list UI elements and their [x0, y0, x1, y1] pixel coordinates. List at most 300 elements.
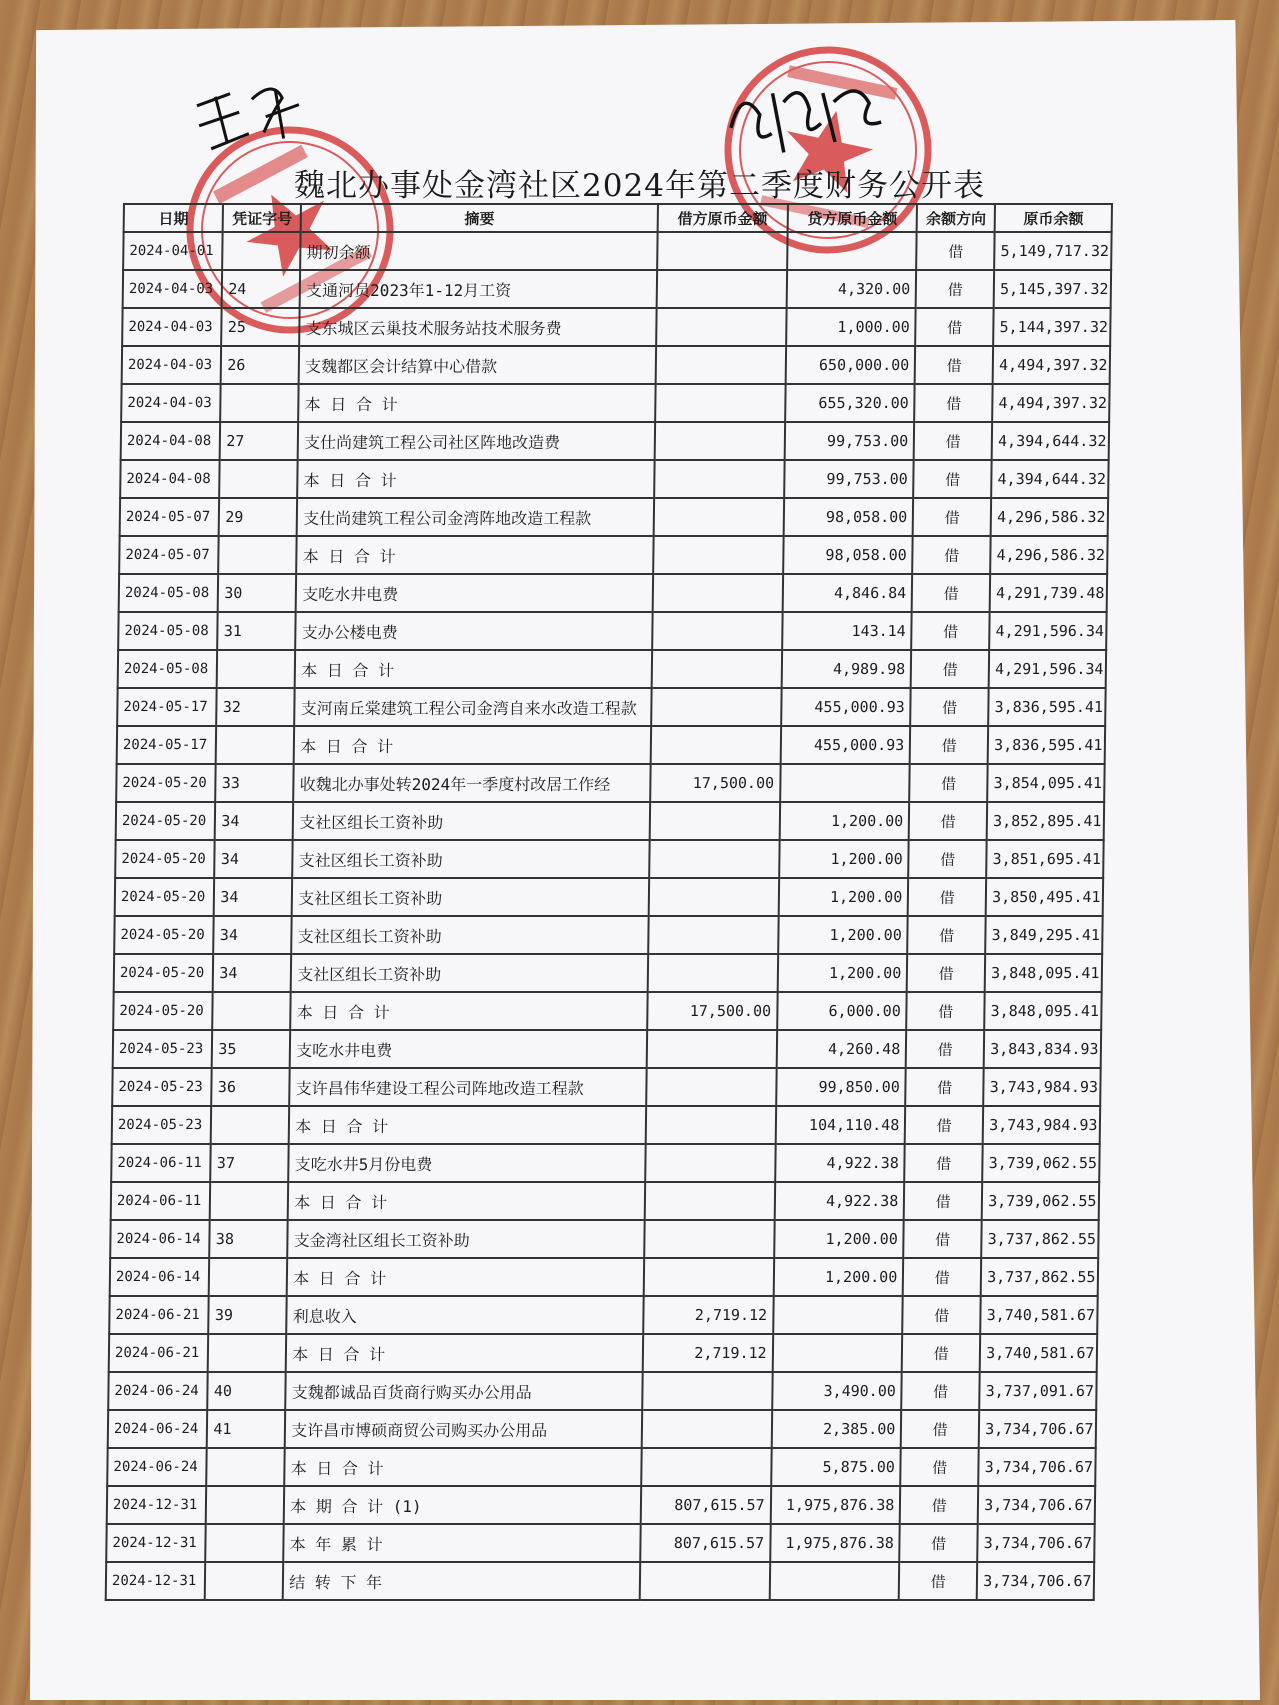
cell-debit [651, 726, 781, 764]
cell-credit: 4,989.98 [781, 650, 911, 688]
cell-voucher: 31 [218, 612, 296, 650]
cell-direction: 借 [903, 1296, 981, 1334]
cell-date: 2024-04-08 [120, 460, 220, 498]
table-row [111, 1182, 1099, 1220]
cell-summary: 支仕尚建筑工程公司金湾阵地改造工程款 [297, 498, 654, 536]
cell-voucher [211, 1106, 289, 1144]
table-row [110, 1220, 1098, 1258]
table-row [123, 270, 1111, 308]
cell-direction: 借 [914, 422, 992, 460]
header-voucher: 凭证字号 [223, 204, 301, 232]
cell-credit: 1,200.00 [779, 802, 909, 840]
table-row [106, 1562, 1094, 1600]
cell-balance: 3,836,595.41 [988, 726, 1105, 764]
cell-balance: 4,291,739.48 [990, 574, 1107, 612]
table-row [106, 1524, 1094, 1562]
header-date: 日期 [124, 204, 224, 232]
table-row [114, 954, 1102, 992]
cell-voucher [216, 726, 294, 764]
cell-credit: 650,000.00 [785, 346, 915, 384]
cell-debit [648, 916, 778, 954]
ledger-table-container [105, 203, 1113, 1592]
cell-credit: 99,753.00 [784, 422, 914, 460]
cell-balance: 3,836,595.41 [988, 688, 1105, 726]
cell-voucher [217, 650, 295, 688]
cell-summary: 支社区组长工资补助 [291, 916, 648, 954]
cell-voucher: 38 [210, 1220, 288, 1258]
table-row [108, 1410, 1096, 1448]
cell-balance: 5,149,717.32 [994, 232, 1111, 270]
cell-voucher: 39 [209, 1296, 287, 1334]
cell-date: 2024-06-21 [109, 1296, 209, 1334]
cell-debit [653, 574, 783, 612]
cell-direction: 借 [901, 1448, 979, 1486]
cell-voucher: 35 [212, 1030, 290, 1068]
cell-direction: 借 [906, 1030, 984, 1068]
cell-voucher [220, 460, 298, 498]
cell-date: 2024-05-08 [119, 574, 219, 612]
cell-debit [645, 1144, 775, 1182]
cell-date: 2024-04-08 [121, 422, 221, 460]
cell-direction: 借 [910, 764, 988, 802]
cell-credit: 99,850.00 [776, 1068, 906, 1106]
cell-summary: 期初余额 [300, 232, 657, 270]
cell-balance: 4,394,644.32 [991, 460, 1108, 498]
cell-date: 2024-05-20 [115, 840, 215, 878]
cell-debit [646, 1068, 776, 1106]
cell-balance: 3,850,495.41 [986, 878, 1103, 916]
cell-date: 2024-04-03 [122, 346, 222, 384]
cell-debit [654, 498, 784, 536]
cell-summary: 支东城区云巢技术服务站技术服务费 [299, 308, 656, 346]
table-row [111, 1144, 1099, 1182]
cell-summary: 支金湾社区组长工资补助 [287, 1220, 644, 1258]
handwritten-signature-right [716, 61, 894, 168]
table-row [110, 1258, 1098, 1296]
cell-credit: 1,975,876.38 [770, 1486, 900, 1524]
cell-debit: 2,719.12 [643, 1334, 773, 1372]
cell-direction: 借 [902, 1372, 980, 1410]
table-row [116, 802, 1104, 840]
cell-date: 2024-12-31 [106, 1562, 206, 1600]
ledger-body [106, 232, 1112, 1600]
cell-date: 2024-05-23 [113, 1030, 213, 1068]
table-row [108, 1372, 1096, 1410]
cell-credit: 98,058.00 [783, 536, 913, 574]
cell-direction: 借 [914, 460, 992, 498]
table-row [109, 1334, 1097, 1372]
cell-summary: 支魏都诚品百货商行购买办公用品 [285, 1372, 642, 1410]
cell-date: 2024-06-24 [107, 1448, 207, 1486]
cell-summary: 支仕尚建筑工程公司社区阵地改造费 [298, 422, 655, 460]
header-balance: 原币余额 [995, 204, 1112, 232]
cell-summary: 支社区组长工资补助 [292, 878, 649, 916]
cell-balance: 3,739,062.55 [982, 1144, 1099, 1182]
cell-balance: 3,734,706.67 [979, 1410, 1096, 1448]
cell-date: 2024-04-03 [122, 308, 222, 346]
cell-direction: 借 [912, 574, 990, 612]
cell-debit: 17,500.00 [650, 764, 780, 802]
cell-balance: 3,854,095.41 [987, 764, 1104, 802]
cell-summary: 支吃水井电费 [290, 1030, 647, 1068]
cell-credit: 1,200.00 [774, 1220, 904, 1258]
cell-summary: 支河南丘棠建筑工程公司金湾自来水改造工程款 [294, 688, 651, 726]
cell-credit: 1,975,876.38 [770, 1524, 900, 1562]
table-row [120, 460, 1108, 498]
cell-credit [787, 232, 917, 270]
table-row [113, 1030, 1101, 1068]
cell-balance: 3,849,295.41 [985, 916, 1102, 954]
cell-credit: 455,000.93 [781, 688, 911, 726]
cell-balance: 3,851,695.41 [986, 840, 1103, 878]
table-row [117, 726, 1105, 764]
cell-voucher: 34 [213, 954, 291, 992]
cell-date: 2024-06-24 [108, 1372, 208, 1410]
cell-balance: 3,737,091.67 [979, 1372, 1096, 1410]
cell-voucher [210, 1182, 288, 1220]
cell-debit [655, 384, 785, 422]
cell-date: 2024-12-31 [107, 1486, 207, 1524]
header-credit: 贷方原币金额 [787, 204, 917, 232]
cell-direction: 借 [904, 1220, 982, 1258]
cell-date: 2024-05-17 [117, 726, 217, 764]
cell-voucher [219, 536, 297, 574]
table-row [117, 688, 1105, 726]
table-header-row [124, 204, 1112, 232]
cell-balance: 3,737,862.55 [981, 1258, 1098, 1296]
cell-balance: 3,740,581.67 [980, 1296, 1097, 1334]
cell-credit: 3,490.00 [772, 1372, 902, 1410]
cell-voucher [205, 1562, 283, 1600]
cell-direction: 借 [901, 1410, 979, 1448]
cell-date: 2024-05-20 [114, 916, 214, 954]
table-row [121, 422, 1109, 460]
cell-direction: 借 [909, 802, 987, 840]
table-row [115, 878, 1103, 916]
cell-debit: 17,500.00 [647, 992, 777, 1030]
cell-date: 2024-05-23 [112, 1106, 212, 1144]
cell-debit [644, 1220, 774, 1258]
cell-direction: 借 [912, 612, 990, 650]
cell-summary: 本 日 合 计 [290, 992, 647, 1030]
table-row [118, 650, 1106, 688]
cell-balance: 3,737,862.55 [981, 1220, 1098, 1258]
cell-voucher: 34 [215, 802, 293, 840]
cell-date: 2024-05-07 [119, 536, 219, 574]
cell-credit: 2,385.00 [771, 1410, 901, 1448]
cell-date: 2024-04-01 [123, 232, 223, 270]
cell-direction: 借 [916, 232, 994, 270]
cell-credit: 1,200.00 [777, 954, 907, 992]
table-row [107, 1486, 1095, 1524]
cell-direction: 借 [899, 1562, 977, 1600]
cell-date: 2024-05-20 [113, 992, 213, 1030]
cell-date: 2024-12-31 [106, 1524, 206, 1562]
cell-direction: 借 [905, 1106, 983, 1144]
cell-credit: 99,753.00 [784, 460, 914, 498]
cell-date: 2024-05-20 [116, 802, 216, 840]
cell-balance: 3,848,095.41 [984, 992, 1101, 1030]
cell-credit: 98,058.00 [783, 498, 913, 536]
cell-debit [644, 1258, 774, 1296]
cell-credit: 4,922.38 [774, 1182, 904, 1220]
cell-summary: 支社区组长工资补助 [293, 802, 650, 840]
cell-summary: 本 日 合 计 [286, 1334, 643, 1372]
cell-voucher [213, 992, 291, 1030]
cell-summary: 本 年 累 计 [283, 1524, 640, 1562]
cell-direction: 借 [911, 688, 989, 726]
cell-credit [772, 1334, 902, 1372]
cell-direction: 借 [903, 1258, 981, 1296]
cell-direction: 借 [908, 916, 986, 954]
table-row [114, 916, 1102, 954]
cell-credit: 4,260.48 [776, 1030, 906, 1068]
cell-credit: 1,200.00 [773, 1258, 903, 1296]
ledger-table [105, 203, 1113, 1601]
cell-summary: 支魏都区会计结算中心借款 [299, 346, 656, 384]
cell-balance: 5,145,397.32 [994, 270, 1111, 308]
table-row [113, 992, 1101, 1030]
table-row [123, 232, 1111, 270]
cell-debit [642, 1372, 772, 1410]
cell-balance: 3,734,706.67 [977, 1562, 1094, 1600]
cell-credit [773, 1296, 903, 1334]
cell-summary: 支许昌伟华建设工程公司阵地改造工程款 [289, 1068, 646, 1106]
cell-direction: 借 [908, 878, 986, 916]
cell-credit: 655,320.00 [785, 384, 915, 422]
cell-debit: 2,719.12 [643, 1296, 773, 1334]
cell-date: 2024-05-17 [117, 688, 217, 726]
cell-direction: 借 [916, 308, 994, 346]
cell-date: 2024-05-08 [118, 650, 218, 688]
cell-voucher [206, 1486, 284, 1524]
table-row [122, 346, 1110, 384]
table-row [112, 1106, 1100, 1144]
cell-balance: 4,291,596.34 [989, 650, 1106, 688]
cell-debit: 807,615.57 [641, 1486, 771, 1524]
cell-balance: 3,739,062.55 [982, 1182, 1099, 1220]
table-row [119, 574, 1107, 612]
cell-balance: 3,734,706.67 [978, 1448, 1095, 1486]
cell-voucher [208, 1334, 286, 1372]
table-row [120, 498, 1108, 536]
cell-debit [652, 650, 782, 688]
cell-date: 2024-06-21 [109, 1334, 209, 1372]
cell-voucher: 34 [214, 878, 292, 916]
cell-voucher [206, 1524, 284, 1562]
table-row [107, 1448, 1095, 1486]
cell-debit [657, 232, 787, 270]
cell-date: 2024-04-03 [121, 384, 221, 422]
cell-voucher [209, 1258, 287, 1296]
cell-balance: 3,843,834.93 [984, 1030, 1101, 1068]
table-row [115, 840, 1103, 878]
cell-credit: 143.14 [782, 612, 912, 650]
cell-balance: 3,734,706.67 [977, 1524, 1094, 1562]
cell-voucher: 36 [212, 1068, 290, 1106]
cell-debit: 807,615.57 [640, 1524, 770, 1562]
cell-credit: 1,200.00 [779, 840, 909, 878]
cell-direction: 借 [905, 1144, 983, 1182]
cell-voucher: 40 [208, 1372, 286, 1410]
cell-direction: 借 [900, 1524, 978, 1562]
cell-direction: 借 [904, 1182, 982, 1220]
table-row [121, 384, 1109, 422]
cell-summary: 收魏北办事处转2024年一季度村改居工作经 [293, 764, 650, 802]
cell-balance: 4,494,397.32 [992, 384, 1109, 422]
header-summary: 摘要 [301, 204, 658, 232]
cell-voucher [207, 1448, 285, 1486]
cell-date: 2024-05-07 [120, 498, 220, 536]
cell-credit: 104,110.48 [775, 1106, 905, 1144]
cell-summary: 本 日 合 计 [294, 726, 651, 764]
cell-direction: 借 [907, 992, 985, 1030]
cell-date: 2024-04-03 [123, 270, 223, 308]
cell-voucher: 33 [216, 764, 294, 802]
cell-date: 2024-06-24 [108, 1410, 208, 1448]
cell-summary: 支吃水井5月份电费 [288, 1144, 645, 1182]
cell-debit [649, 840, 779, 878]
cell-summary: 本 期 合 计 (1) [284, 1486, 641, 1524]
cell-summary: 结 转 下 年 [283, 1562, 640, 1600]
cell-direction: 借 [913, 498, 991, 536]
cell-summary: 本 日 合 计 [297, 460, 654, 498]
cell-date: 2024-05-23 [112, 1068, 212, 1106]
cell-balance: 4,494,397.32 [993, 346, 1110, 384]
cell-summary: 本 日 合 计 [295, 650, 652, 688]
cell-date: 2024-06-14 [110, 1258, 210, 1296]
cell-debit [652, 612, 782, 650]
cell-credit: 1,200.00 [778, 916, 908, 954]
cell-debit [654, 460, 784, 498]
cell-direction: 借 [916, 270, 994, 308]
cell-balance: 4,296,586.32 [991, 498, 1108, 536]
cell-summary: 支社区组长工资补助 [292, 840, 649, 878]
cell-direction: 借 [915, 346, 993, 384]
cell-date: 2024-05-20 [114, 954, 214, 992]
cell-summary: 本 日 合 计 [296, 536, 653, 574]
cell-credit [769, 1562, 899, 1600]
cell-direction: 借 [907, 954, 985, 992]
cell-summary: 利息收入 [286, 1296, 643, 1334]
cell-direction: 借 [910, 726, 988, 764]
cell-balance: 4,296,586.32 [990, 536, 1107, 574]
cell-date: 2024-05-20 [115, 878, 215, 916]
cell-debit [645, 1182, 775, 1220]
cell-debit [656, 308, 786, 346]
page-title: 魏北办事处金湾社区2024年第二季度财务公开表 [294, 168, 985, 204]
cell-balance: 5,144,397.32 [993, 308, 1110, 346]
cell-voucher: 34 [215, 840, 293, 878]
cell-summary: 支社区组长工资补助 [291, 954, 648, 992]
cell-voucher: 41 [207, 1410, 285, 1448]
cell-balance: 3,743,984.93 [983, 1106, 1100, 1144]
cell-debit [653, 536, 783, 574]
header-direction: 余额方向 [917, 204, 995, 232]
cell-debit [655, 422, 785, 460]
cell-debit [648, 954, 778, 992]
cell-debit [642, 1410, 772, 1448]
cell-date: 2024-06-14 [110, 1220, 210, 1258]
cell-date: 2024-06-11 [111, 1144, 211, 1182]
cell-voucher [221, 384, 299, 422]
cell-summary: 支吃水井电费 [296, 574, 653, 612]
cell-voucher: 30 [218, 574, 296, 612]
cell-credit: 4,320.00 [786, 270, 916, 308]
cell-credit: 1,200.00 [778, 878, 908, 916]
cell-direction: 借 [902, 1334, 980, 1372]
cell-date: 2024-05-08 [118, 612, 218, 650]
cell-debit [647, 1030, 777, 1068]
cell-credit: 455,000.93 [780, 726, 910, 764]
cell-debit [641, 1448, 771, 1486]
cell-voucher: 37 [211, 1144, 289, 1182]
cell-balance: 3,852,895.41 [987, 802, 1104, 840]
table-row [119, 536, 1107, 574]
cell-credit: 4,922.38 [775, 1144, 905, 1182]
cell-voucher: 25 [222, 308, 300, 346]
header-debit: 借方原币金额 [658, 204, 788, 232]
cell-balance: 3,734,706.67 [978, 1486, 1095, 1524]
cell-voucher: 26 [221, 346, 299, 384]
cell-balance: 4,291,596.34 [989, 612, 1106, 650]
cell-voucher [223, 232, 301, 270]
cell-voucher: 24 [222, 270, 300, 308]
cell-credit: 1,000.00 [786, 308, 916, 346]
cell-direction: 借 [913, 536, 991, 574]
cell-summary: 本 日 合 计 [284, 1448, 641, 1486]
cell-summary: 本 日 合 计 [288, 1182, 645, 1220]
table-row [109, 1296, 1097, 1334]
cell-summary: 支办公楼电费 [295, 612, 652, 650]
cell-summary: 支通河员2023年1-12月工资 [300, 270, 657, 308]
cell-direction: 借 [909, 840, 987, 878]
cell-credit [780, 764, 910, 802]
table-row [116, 764, 1104, 802]
cell-balance: 4,394,644.32 [992, 422, 1109, 460]
cell-direction: 借 [900, 1486, 978, 1524]
cell-summary: 本 日 合 计 [289, 1106, 646, 1144]
cell-balance: 3,740,581.67 [980, 1334, 1097, 1372]
cell-voucher: 32 [217, 688, 295, 726]
cell-voucher: 27 [220, 422, 298, 460]
cell-debit [650, 802, 780, 840]
cell-credit: 6,000.00 [777, 992, 907, 1030]
cell-debit [657, 270, 787, 308]
cell-debit [651, 688, 781, 726]
table-row [122, 308, 1110, 346]
cell-direction: 借 [915, 384, 993, 422]
cell-direction: 借 [911, 650, 989, 688]
cell-balance: 3,848,095.41 [985, 954, 1102, 992]
cell-direction: 借 [906, 1068, 984, 1106]
cell-date: 2024-06-11 [111, 1182, 211, 1220]
cell-balance: 3,743,984.93 [983, 1068, 1100, 1106]
cell-debit [640, 1562, 770, 1600]
cell-debit [649, 878, 779, 916]
cell-voucher: 34 [214, 916, 292, 954]
cell-summary: 本 日 合 计 [287, 1258, 644, 1296]
cell-voucher: 29 [219, 498, 297, 536]
cell-credit: 5,875.00 [771, 1448, 901, 1486]
cell-credit: 4,846.84 [782, 574, 912, 612]
cell-debit [656, 346, 786, 384]
cell-summary: 本 日 合 计 [298, 384, 655, 422]
table-row [118, 612, 1106, 650]
cell-summary: 支许昌市博硕商贸公司购买办公用品 [285, 1410, 642, 1448]
cell-date: 2024-05-20 [116, 764, 216, 802]
cell-debit [646, 1106, 776, 1144]
